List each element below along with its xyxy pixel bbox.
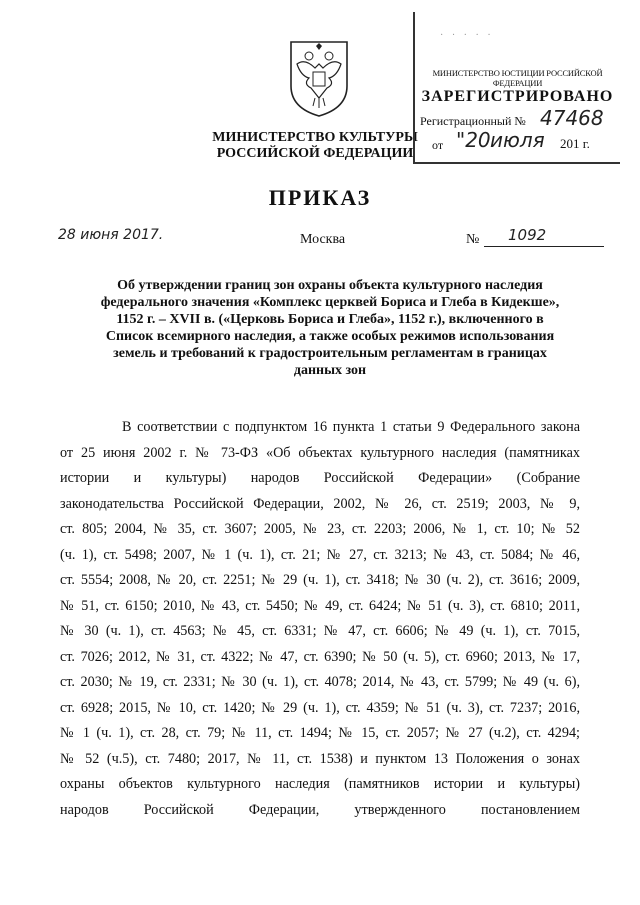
- stamp-reg-number: 47468: [540, 106, 604, 130]
- city: Москва: [300, 232, 346, 247]
- subject-line: 1152 г. – XVII в. («Церковь Бориса и Глеба», 1152 г.), включенного в: [116, 312, 544, 327]
- body-line: ст. 6928; 2015, № 10, ст. 1420; № 29 (ч. 1), ст. 4359; № 51 (ч. 3), ст. 7237; 2016,: [60, 699, 580, 716]
- body-line: ст. 2030; № 19, ст. 2331; № 30 (ч. 1), ст. 4078; 2014, № 43, ст. 5799; № 49 (ч. 6),: [60, 674, 580, 690]
- body-line: (ч. 1), ст. 5498; 2007, № 1 (ч. 1), ст. 21; № 27, ст. 3213; № 43, ст. 5084; № 46,: [60, 546, 580, 563]
- body-line: народов Российской Федерации, утвержденного постановлением: [60, 801, 580, 818]
- body-line: № 51, ст. 6150; 2010, № 43, ст. 5450; № 49, ст. 6424; № 51 (ч. 3), ст. 6810; 2011,: [60, 597, 580, 614]
- order-number: 1092: [508, 226, 547, 244]
- subject-line: Список всемирного наследия, а также особых режимов использования: [105, 329, 555, 344]
- body-line: ст. 7026; 2012, № 31, ст. 4322; № 47, ст. 6390; № 50 (ч. 5), ст. 6960; 2013, № 17,: [60, 648, 580, 665]
- stamp-reg-label: Регистрационный №: [420, 114, 526, 128]
- body-line: законодательства Российской Федерации, 2002, № 26, ст. 2519; 2003, № 9,: [60, 495, 580, 512]
- ministry-name: [205, 130, 425, 162]
- body-line: истории и культуры) народов Российской Федерации» (Собрание: [60, 470, 580, 486]
- subject-line: данных зон: [293, 363, 367, 378]
- body-line: ст. 5554; 2008, № 20, ст. 2251; № 29 (ч. 1), ст. 3418; № 30 (ч. 2), ст. 3616; 2009,: [60, 572, 580, 588]
- coat-of-arms-emblem: [285, 38, 353, 118]
- subject-line: Об утверждении границ зон охраны объекта культурного наследия: [117, 278, 543, 293]
- number-underline: [484, 246, 604, 247]
- stamp-reg-month: июля: [490, 128, 545, 152]
- body-line: № 52 (ч.5), ст. 7480; 2017, № 11, ст. 1538) и пунктом 13 Положения о зонах: [60, 750, 580, 767]
- stamp-registered: ЗАРЕГИСТРИРОВАНО: [421, 88, 614, 105]
- stamp-date-prefix: от: [432, 138, 444, 152]
- stamp-ministry: МИНИСТЕРСТВО ЮСТИЦИИ РОССИЙСКОЙ ФЕДЕРАЦИИ: [432, 68, 603, 88]
- stamp-reg-year: 201 г.: [560, 136, 590, 151]
- subject-line: федерального значения «Комплекс церквей Бориса и Глеба в Кидекше»,: [100, 295, 560, 310]
- body-line: ст. 805; 2004, № 35, ст. 3607; 2005, № 23, ст. 2203; 2006, № 1, ст. 10; № 52: [60, 521, 580, 537]
- subject-line: земель и требований к градостроительным регламентам в границах: [113, 346, 547, 361]
- body-line: от 25 июня 2002 г. № 73-ФЗ «Об объектах культурного наследия (памятниках: [60, 444, 580, 461]
- body-line: № 1 (ч. 1), ст. 28, ст. 79; № 11, ст. 1494; № 15, ст. 2057; № 27 (ч.2), ст. 4294;: [60, 725, 580, 741]
- order-subject: [60, 277, 600, 379]
- stamp-imprint-marks: · · · · ·: [440, 30, 494, 41]
- body-paragraph: [60, 415, 580, 823]
- document-title: ПРИКАЗ: [268, 185, 372, 210]
- stamp-reg-day: "20: [456, 128, 491, 152]
- body-line: № 30 (ч. 1), ст. 4563; № 45, ст. 6331; № 47, ст. 6606; № 49 (ч. 1), ст. 7015,: [60, 623, 580, 639]
- number-sign: №: [466, 232, 480, 247]
- ministry-line-1: МИНИСТЕРСТВО КУЛЬТУРЫ: [212, 130, 418, 145]
- order-date: 28 июня 2017.: [58, 227, 164, 243]
- body-line: охраны объектов культурного наследия (памятников истории и культуры): [60, 776, 580, 792]
- body-line: В соответствии с подпунктом 16 пункта 1 статьи 9 Федерального закона: [122, 419, 580, 435]
- ministry-line-2: РОССИЙСКОЙ ФЕДЕРАЦИИ: [216, 146, 414, 161]
